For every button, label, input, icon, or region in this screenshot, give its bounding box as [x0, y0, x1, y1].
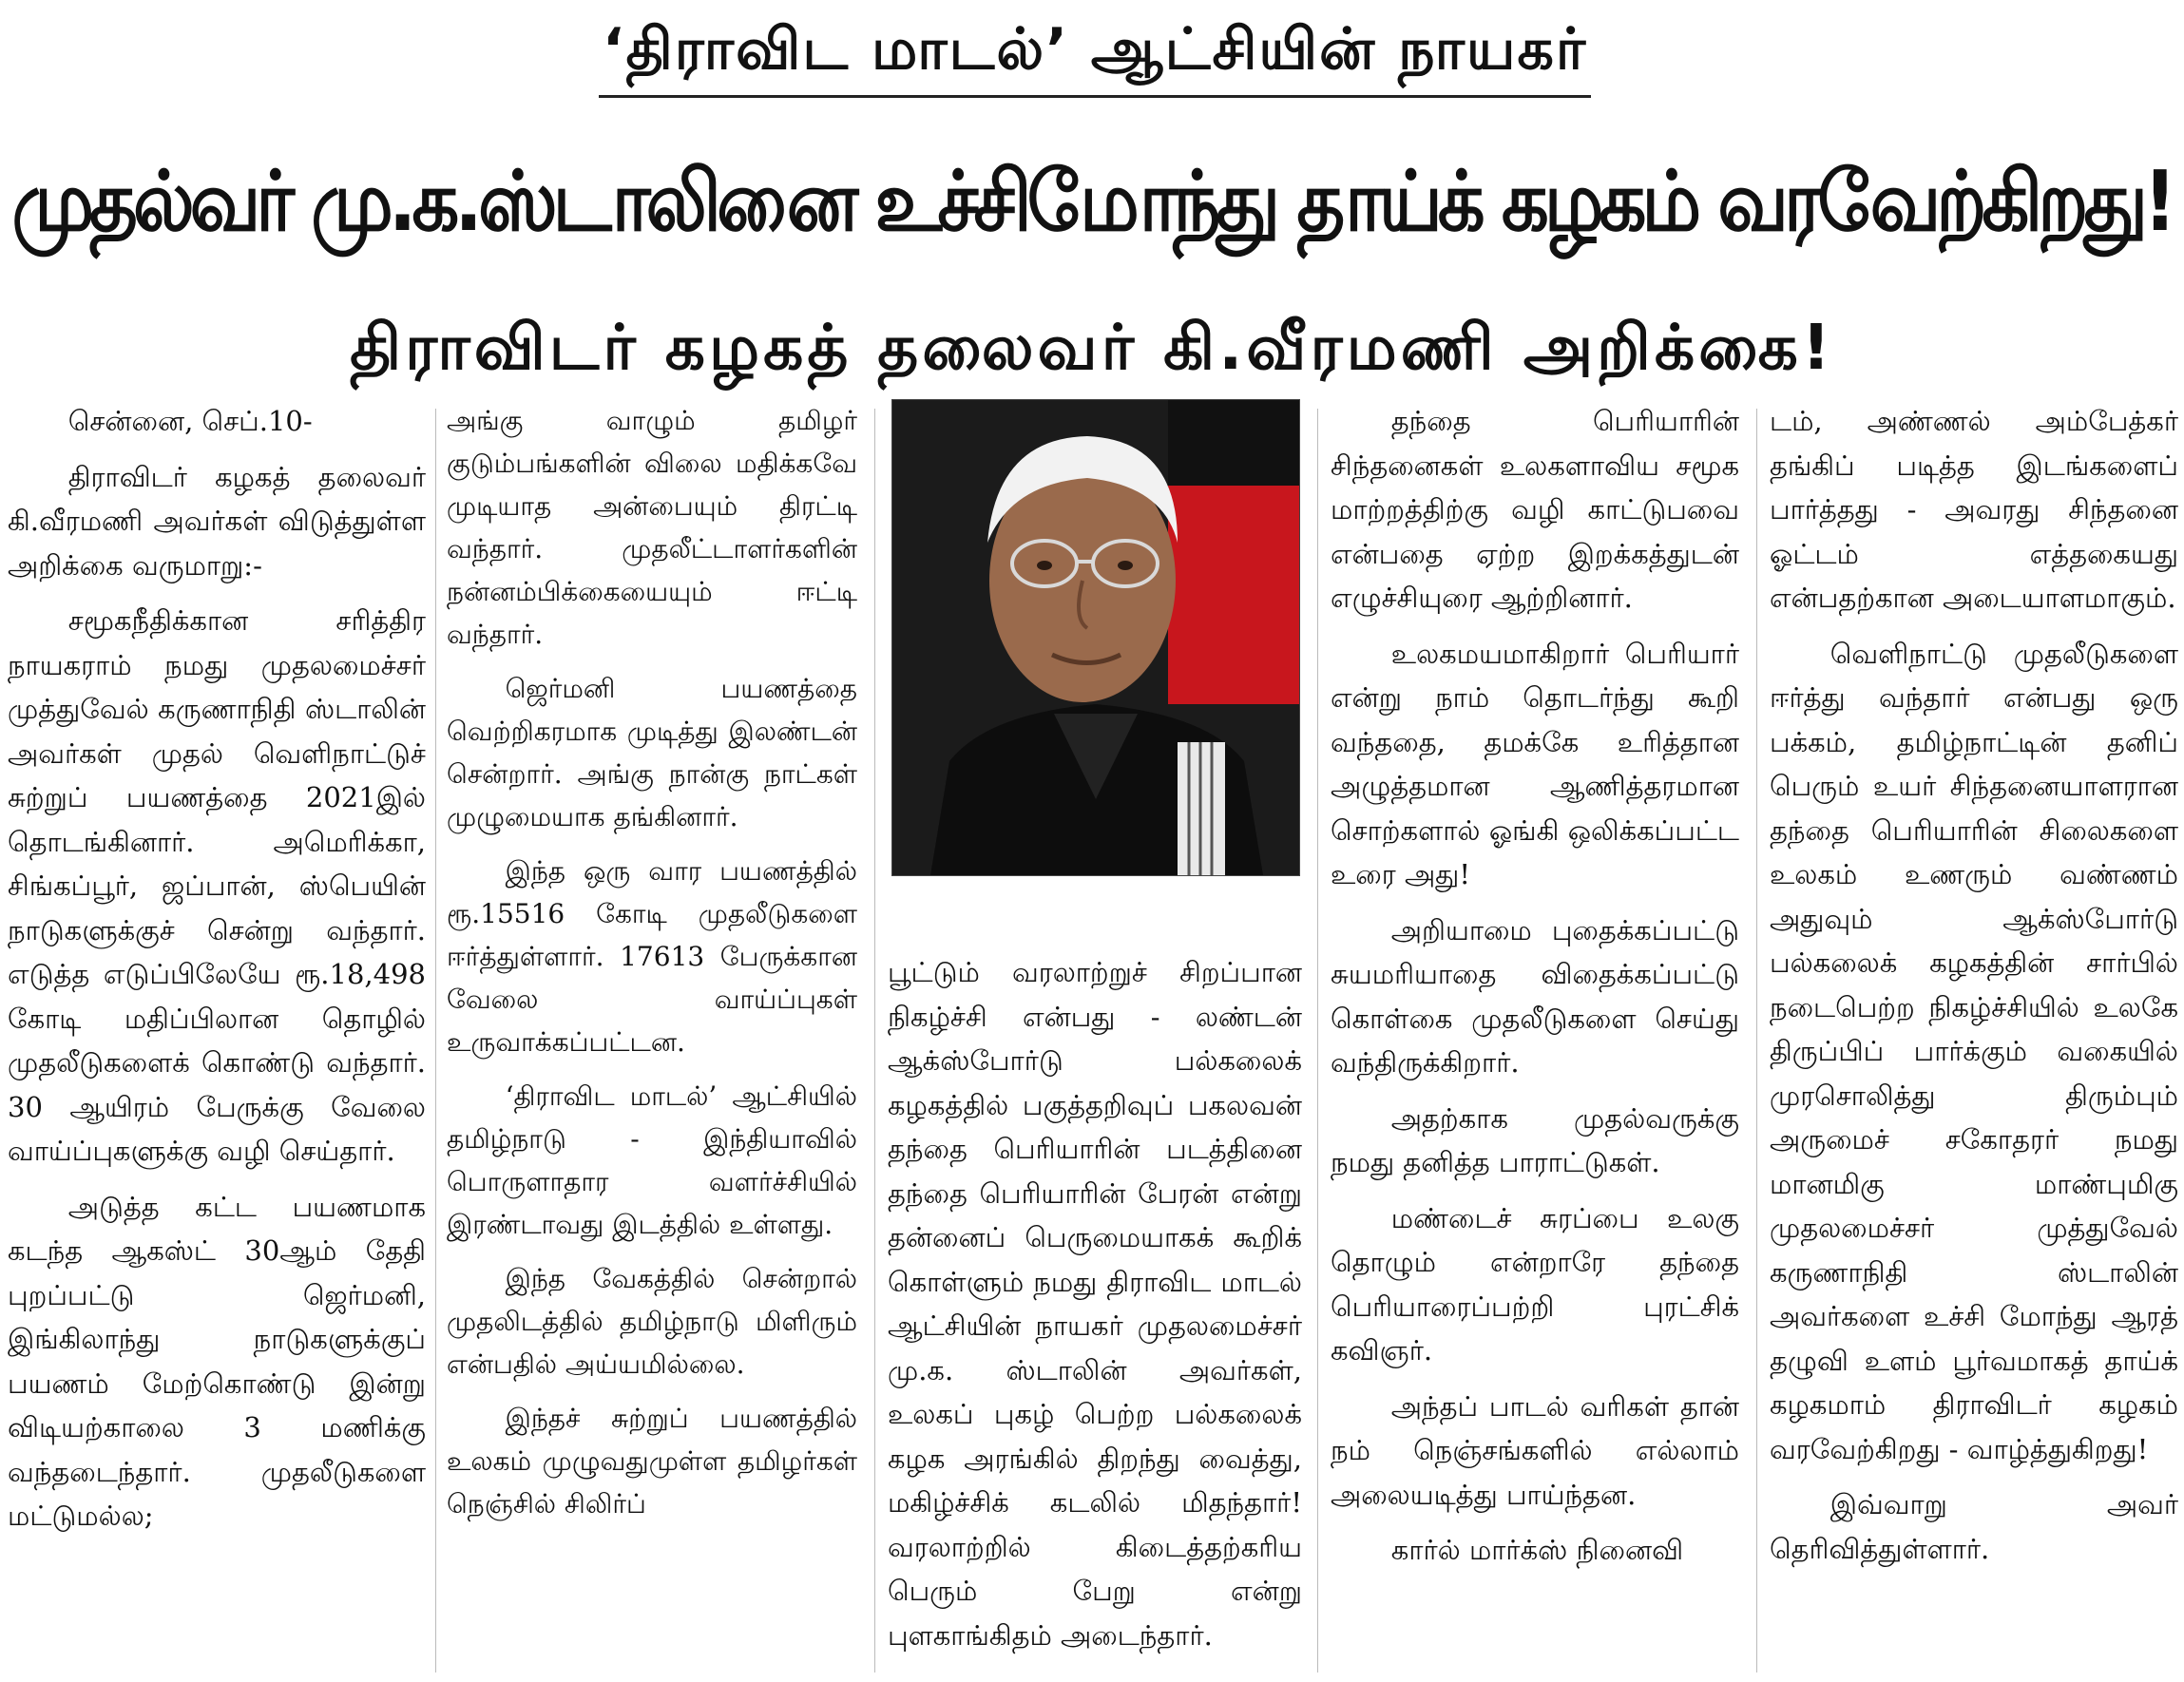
paragraph: ‘திராவிட மாடல்’ ஆட்சியில் தமிழ்நாடு - இந்தியாவில் பொருளாதார வளர்ச்சியில் இரண்டாவது இடத்தில் உள்ளது.	[447, 1080, 857, 1240]
paragraph: மண்டைச் சுரப்பை உலகு தொழும் என்றாரே தந்தை பெரியாரைப்பற்றி புரட்சிக் கவிஞர்.	[1331, 1201, 1739, 1367]
paragraph: அதற்காக முதல்வருக்கு நமது தனித்த பாராட்டுகள்.	[1331, 1101, 1739, 1178]
column-divider	[435, 409, 436, 1672]
paragraph: ஜெர்மனி பயணத்தை வெற்றிகரமாக முடித்து இலண்டன் சென்றார். அங்கு நான்கு நாட்கள் முழுமையாக தங்கினார்.	[447, 673, 857, 832]
paragraph: அங்கு வாழும் தமிழர் குடும்பங்களின் விலை மதிக்கவே முடியாத அன்பையும் திரட்டி வந்தார். முதலீட்டாளர்களின் நன்னம்பிக்கையையும் ஈட்டி வந்தார்.	[447, 405, 857, 650]
column-divider	[1756, 409, 1757, 1672]
paragraph: அந்தப் பாடல் வரிகள் தான் நம் நெஞ்சங்களில் எல்லாம் அலையடித்து பாய்ந்தன.	[1331, 1389, 1739, 1511]
article-column-2	[447, 399, 857, 1677]
article-column-5	[1770, 399, 2178, 1677]
paragraph: கார்ல் மார்க்ஸ் நினைவி	[1390, 1534, 1684, 1566]
paragraph: இந்த ஒரு வார பயணத்தில் ரூ.15516 கோடி முதலீடுகளை ஈர்த்துள்ளார். 17613 பேருக்கான வேலை வாய்ப்புகள் உருவாக்கப்பட்டன.	[447, 855, 857, 1058]
paragraph: வெளிநாட்டு முதலீடுகளை ஈர்த்து வந்தார் என்பது ஒரு பக்கம், தமிழ்நாட்டின் தனிப் பெரும் உயர் சிந்தனையாளரான தந்தை பெரியாரின் சிலைகளை உலகம் உணரும் வண்ணம் அதுவும் ஆக்ஸ்போர்டு பல்கலைக் கழகத்தின் சார்பில் நடைபெற்ற நிகழ்ச்சியில் உலகே திருப்பிப் பார்க்கும் வகையில் முரசொலித்து திரும்பும் அருமைச் சகோதரர் நமது மானமிகு மாண்புமிகு முதலமைச்சர் முத்துவேல் கருணாநிதி ஸ்டாலின் அவர்களை உச்சி மோந்து ஆரத் தழுவி உளம் பூர்வமாகத் தாய்க் கழகமாம் திராவிடர் கழகம் வரவேற்கிறது - வாழ்த்துகிறது!	[1770, 637, 2178, 1465]
paragraph: இவ்வாறு அவர் தெரிவித்துள்ளார்.	[1770, 1488, 2178, 1565]
article-column-1	[8, 399, 426, 1677]
paragraph: சமூகநீதிக்கான சரித்திர நாயகராம் நமது முதலமைச்சர் முத்துவேல் கருணாநிதி ஸ்டாலின் அவர்கள் முதல் வெளிநாட்டுச் சுற்றுப் பயணத்தை 2021இல் தொடங்கினார். அமெரிக்கா, சிங்கப்பூர், ஜப்பான், ஸ்பெயின் நாடுகளுக்குச் சென்று வந்தார். எடுத்த எடுப்பிலேயே ரூ.18,498 கோடி மதிப்பிலான தொழில் முதலீடுகளைக் கொண்டு வந்தார். 30 ஆயிரம் பேருக்கு வேலை வாய்ப்புகளுக்கு வழி செய்தார்.	[8, 604, 426, 1167]
kicker-title: ‘திராவிட மாடல்’ ஆட்சியின் நாயகர்	[599, 4, 1591, 98]
article-column-3	[888, 950, 1302, 1677]
dateline: சென்னை, செப்.10-	[67, 405, 313, 437]
paragraph: திராவிடர் கழகத் தலைவர் கி.வீரமணி அவர்கள் விடுத்துள்ள அறிக்கை வருமாறு:-	[8, 460, 426, 582]
subheadline: திராவிடர் கழகத் தலைவர் கி.வீரமணி அறிக்கை!	[350, 311, 1834, 384]
column-divider	[1317, 409, 1318, 1672]
article-column-4	[1331, 399, 1739, 1677]
paragraph: அறியாமை புதைக்கப்பட்டு சுயமரியாதை விதைக்கப்பட்டு கொள்கை முதலீடுகளை செய்து வந்திருக்கிறார்.	[1331, 913, 1739, 1079]
paragraph: டம், அண்ணல் அம்பேத்கர் தங்கிப் படித்த இடங்களைப் பார்த்தது - அவரது சிந்தனை ஓட்டம் எத்தகையது என்பதற்கான அடையாளமாகும்.	[1770, 405, 2178, 614]
paragraph: தந்தை பெரியாரின் சிந்தனைகள் உலகளாவிய சமூக மாற்றத்திற்கு வழி காட்டுபவை என்பதை ஏற்ற இறக்கத்துடன் எழுச்சியுரை ஆற்றினார்.	[1331, 405, 1739, 614]
paragraph: இந்தச் சுற்றுப் பயணத்தில் உலகம் முழுவதுமுள்ள தமிழர்கள் நெஞ்சில் சிலிர்ப்	[447, 1403, 857, 1520]
headline: முதல்வர் மு.க.ஸ்டாலினை உச்சிமோந்து தாய்க் கழகம் வரவேற்கிறது!	[11, 154, 2173, 251]
paragraph: அடுத்த கட்ட பயணமாக கடந்த ஆகஸ்ட் 30ஆம் தேதி புறப்பட்டு ஜெர்மனி, இங்கிலாந்து நாடுகளுக்குப் பயணம் மேற்கொண்டு இன்று விடியற்காலை 3 மணிக்கு வந்தடைந்தார். முதலீடுகளை மட்டுமல்ல;	[8, 1190, 426, 1532]
paragraph: உலகமயமாகிறார் பெரியார் என்று நாம் தொடர்ந்து கூறி வந்ததை, தமக்கே உரித்தான அழுத்தமான ஆணித்தரமான சொற்களால் ஓங்கி ஒலிக்கப்பட்ட உரை அது!	[1331, 637, 1739, 890]
column-divider	[874, 409, 875, 1672]
portrait-photo-icon	[891, 399, 1300, 876]
paragraph: பூட்டும் வரலாற்றுச் சிறப்பான நிகழ்ச்சி என்பது - லண்டன் ஆக்ஸ்போர்டு பல்கலைக் கழகத்தில் பகுத்தறிவுப் பகலவன் தந்தை பெரியாரின் படத்தினை தந்தை பெரியாரின் பேரன் என்று தன்னைப் பெருமையாகக் கூறிக் கொள்ளும் நமது திராவிட மாடல் ஆட்சியின் நாயகர் முதலமைச்சர் மு.க. ஸ்டாலின் அவர்கள், உலகப் புகழ் பெற்ற பல்கலைக் கழக அரங்கில் திறந்து வைத்து, மகிழ்ச்சிக் கடலில் மிதந்தார்! வரலாற்றில் கிடைத்தற்கரிய பெரும் பேறு என்று புளகாங்கிதம் அடைந்தார்.	[888, 956, 1302, 1652]
paragraph: இந்த வேகத்தில் சென்றால் முதலிடத்தில் தமிழ்நாடு மிளிரும் என்பதில் அய்யமில்லை.	[447, 1263, 857, 1380]
